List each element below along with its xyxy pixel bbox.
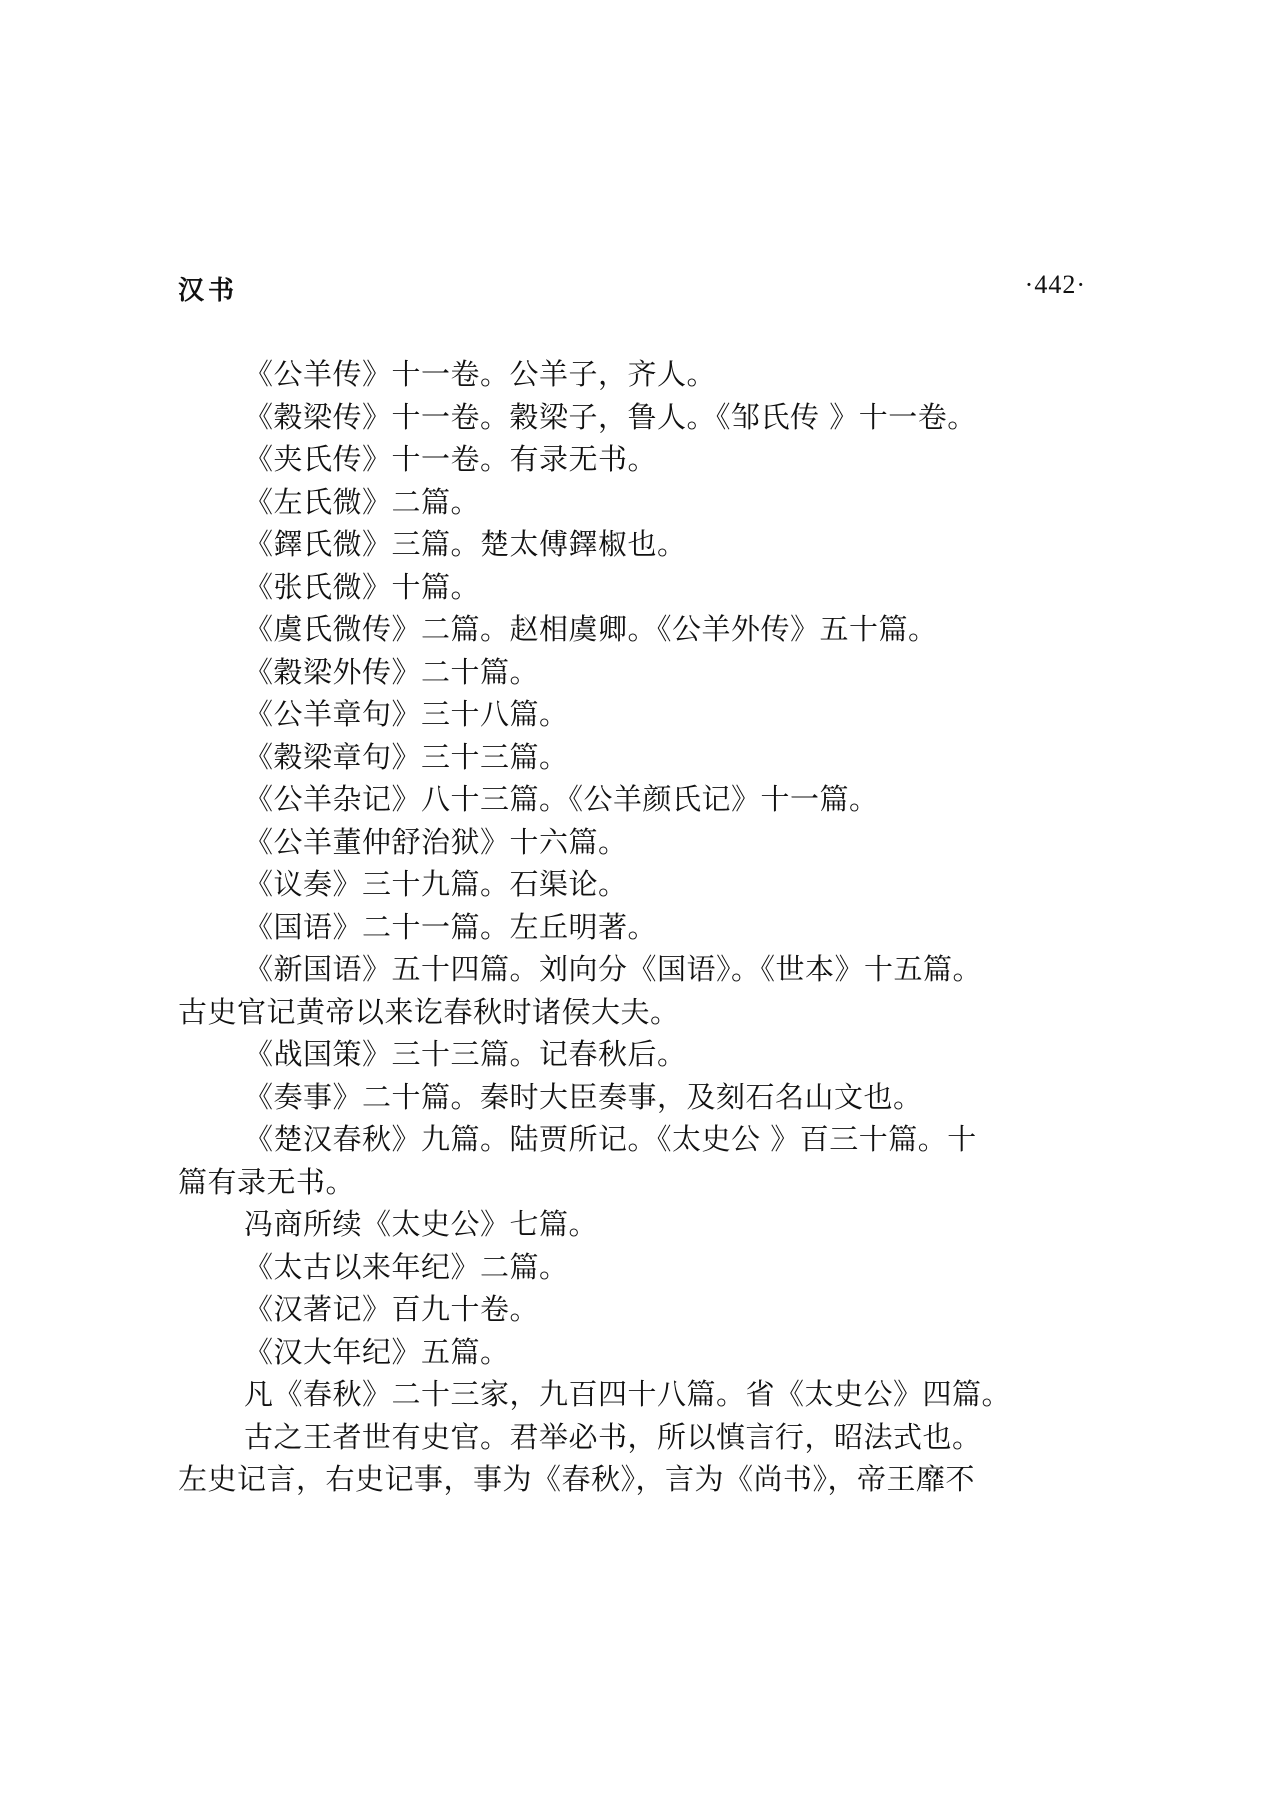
- text-line: 《穀梁章句》三十三篇。: [244, 739, 569, 774]
- text-line: 《左氏微》二篇。: [244, 484, 481, 519]
- text-line: 《楚汉春秋》九篇。陆贾所记。《太史公 》百三十篇。十: [244, 1122, 977, 1156]
- text-line: 《公羊章句》三十八篇。: [244, 697, 569, 731]
- body-text: [178, 353, 1078, 1501]
- text-line: 《战国策》三十三篇。记春秋后。: [244, 1037, 687, 1071]
- text-line: 古之王者世有史官。君举必书，所以慎言行，昭法式也。: [244, 1419, 982, 1454]
- text-line: 《汉大年纪》五篇。: [244, 1334, 510, 1369]
- text-line: 《公羊杂记》八十三篇。《公羊颜氏记》十一篇。: [244, 782, 879, 816]
- page-header: [178, 270, 1086, 310]
- text-line: 《新国语》五十四篇。刘向分《国语》。《世本》十五篇。: [244, 952, 983, 986]
- text-line: 《奏事》二十篇。秦时大臣奏事，及刻石名山文也。: [244, 1079, 923, 1114]
- text-line: 《夹氏传》十一卷。有录无书。: [244, 442, 658, 476]
- text-line: 左史记言，右史记事，事为《春秋》，言为《尚书》，帝王靡不: [178, 1462, 976, 1496]
- text-line: 篇有录无书。: [178, 1164, 356, 1199]
- text-line: 《张氏微》十篇。: [244, 569, 481, 604]
- text-line: 《国语》二十一篇。左丘明著。: [244, 909, 658, 944]
- text-line: 冯商所续《太史公》七篇。: [244, 1207, 599, 1241]
- text-line: 《鐸氏微》三篇。楚太傅鐸椒也。: [244, 527, 687, 561]
- text-line: 《太古以来年纪》二篇。: [244, 1249, 569, 1284]
- text-line: 《穀梁外传》二十篇。: [244, 654, 540, 689]
- running-title: 汉书: [178, 276, 239, 306]
- text-line: 《公羊传》十一卷。公羊子，齐人。: [244, 357, 717, 391]
- text-line: 《议奏》三十九篇。石渠论。: [244, 867, 628, 901]
- text-line: 凡《春秋》二十三家，九百四十八篇。省《太史公》四篇。: [244, 1377, 1012, 1411]
- text-line: 古史官记黄帝以来讫春秋时诸侯大夫。: [178, 994, 680, 1029]
- text-line: 《虞氏微传》二篇。赵相虞卿。《公羊外传》五十篇。: [244, 612, 938, 646]
- text-line: 《汉著记》百九十卷。: [244, 1292, 540, 1326]
- text-line: 《穀梁传》十一卷。穀梁子，鲁人。《邹氏传 》十一卷。: [244, 399, 977, 434]
- page-number: ·442·: [1024, 270, 1086, 299]
- text-line: 《公羊董仲舒治狱》十六篇。: [244, 824, 628, 859]
